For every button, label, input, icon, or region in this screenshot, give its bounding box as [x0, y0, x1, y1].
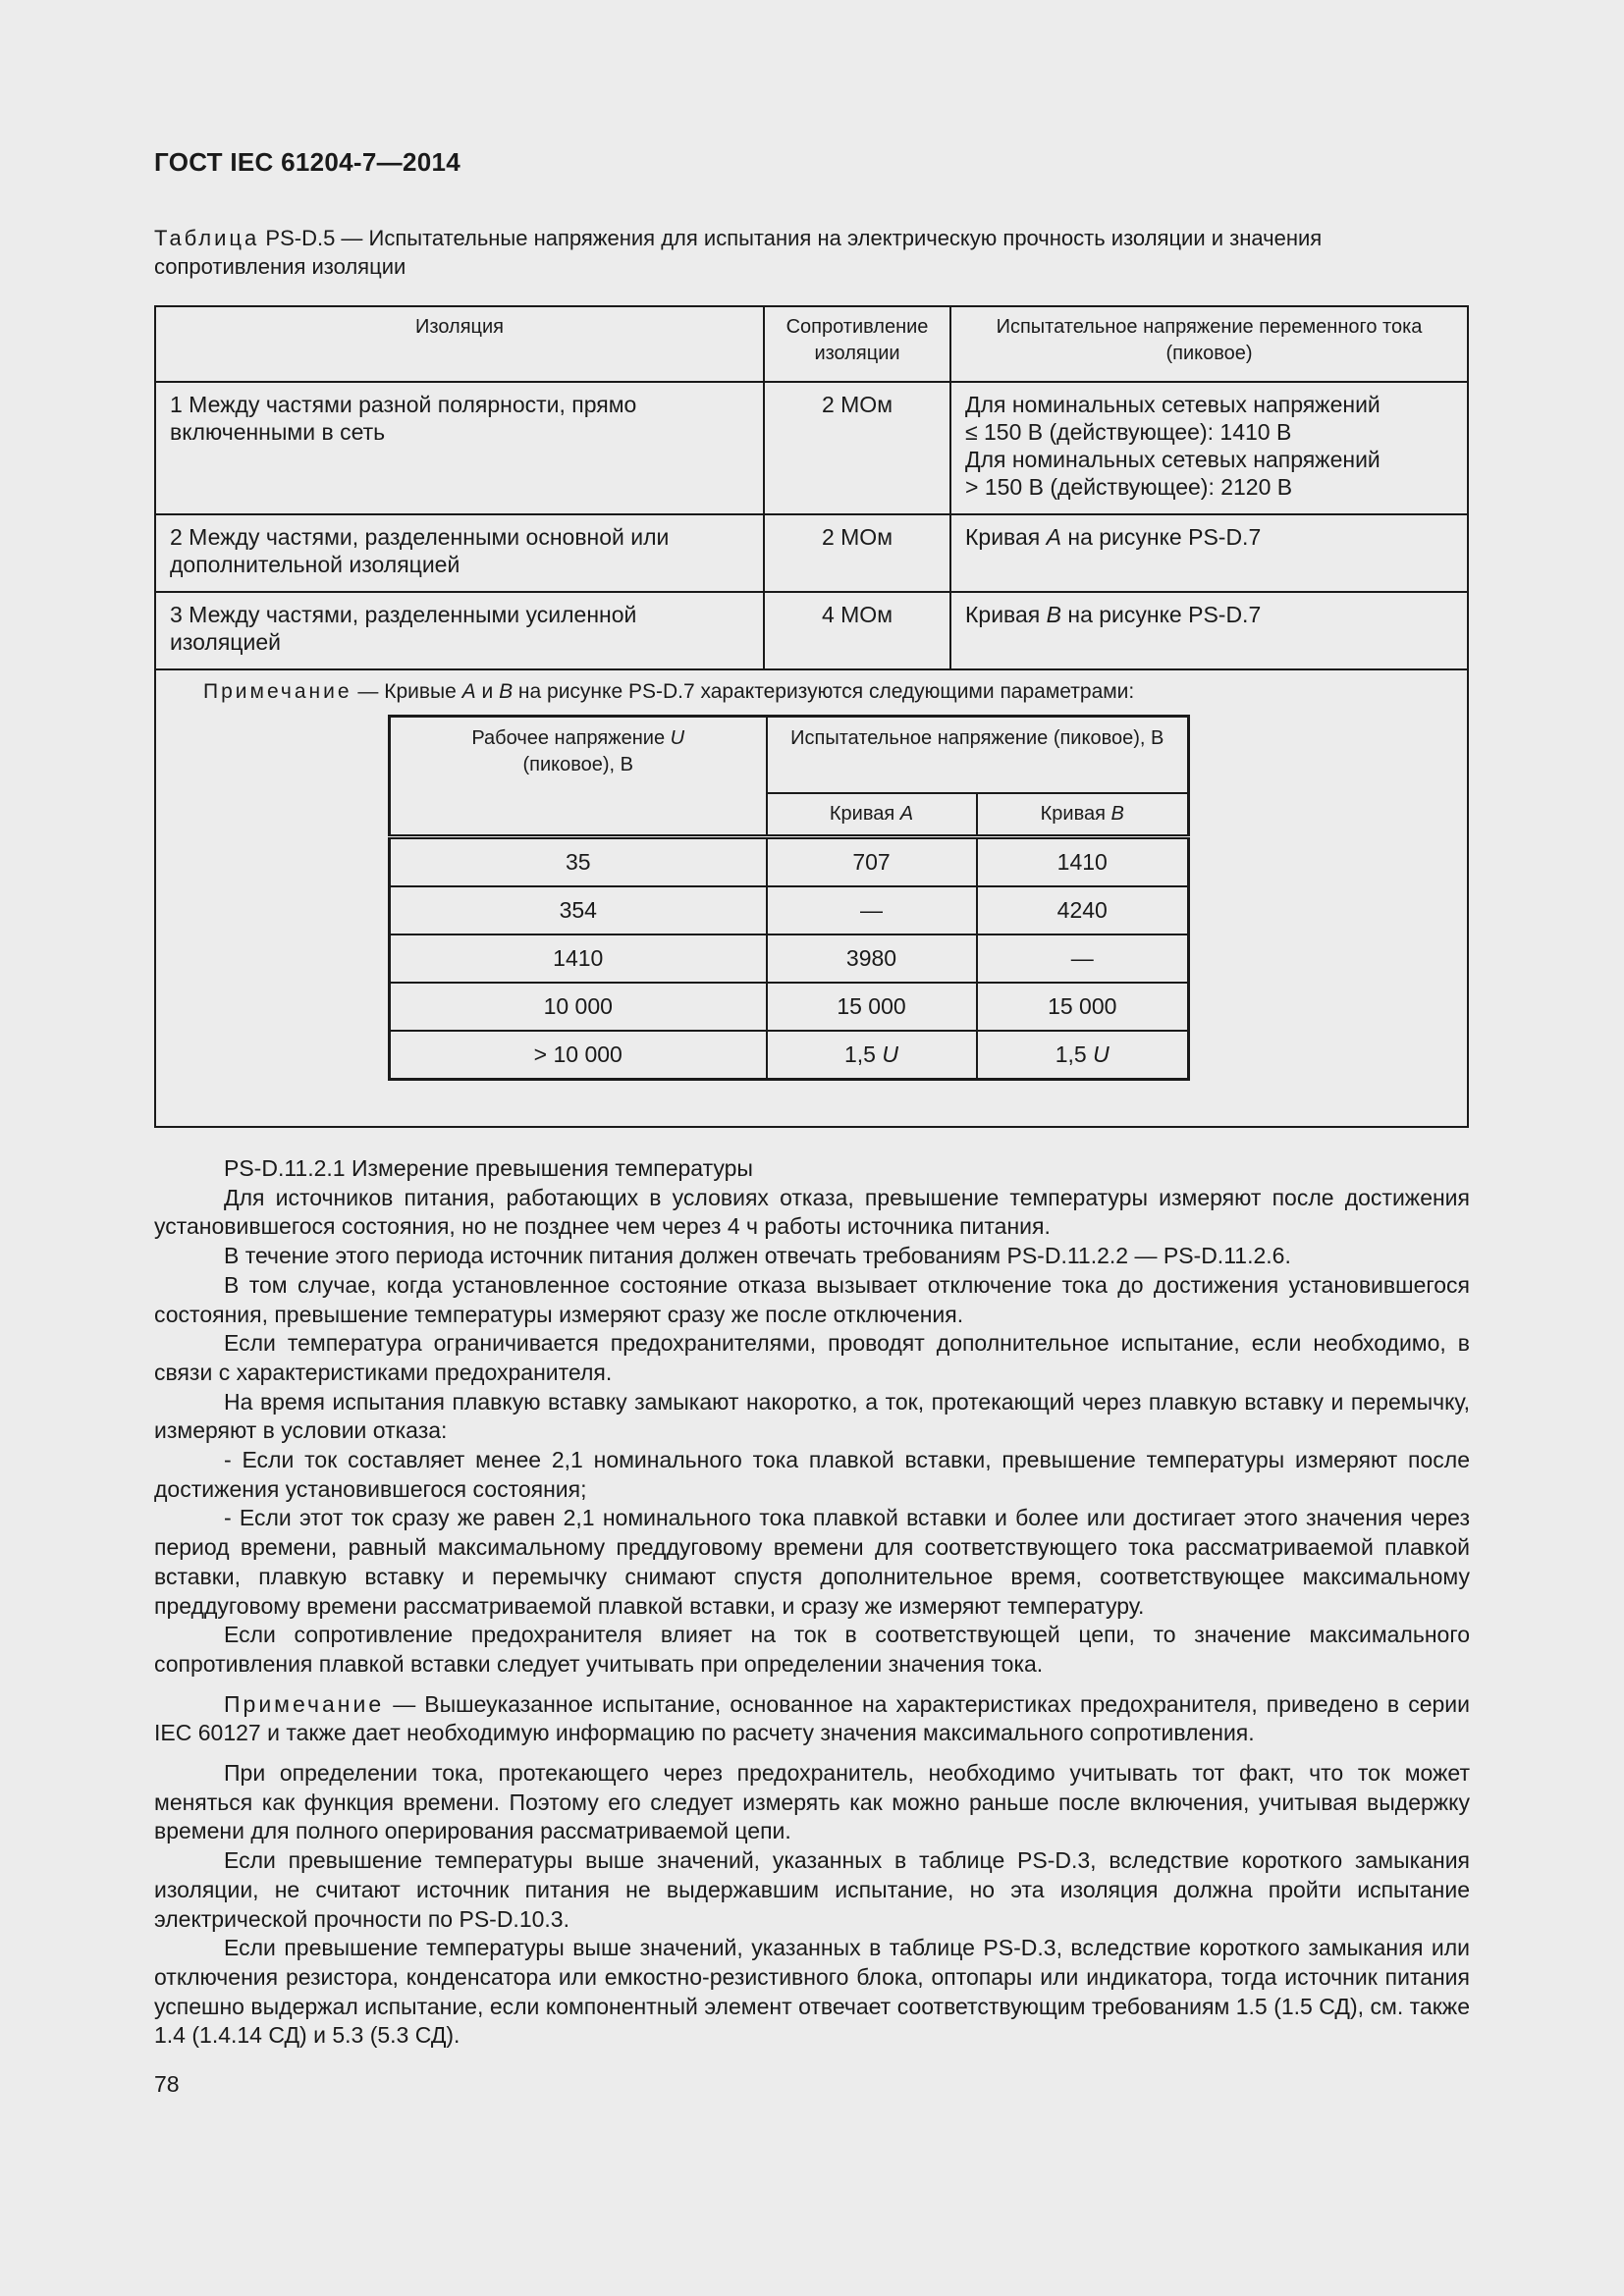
body-text	[154, 1154, 1470, 2051]
value-symbol: U	[882, 1041, 898, 1067]
subtable-row	[390, 886, 1189, 934]
test-voltage-header: Испытательное напряжение (пиковое), В	[767, 717, 1189, 794]
document-header: ГОСТ IEC 61204-7—2014	[154, 147, 460, 177]
curve-b-value	[977, 934, 1189, 983]
curve-b-value	[977, 886, 1189, 934]
curve-b-value	[977, 1031, 1189, 1080]
header-text: Рабочее напряжение	[471, 727, 671, 749]
insulation-cell: 2 Между частями, разделенными основной или дополнительной изоляцией	[156, 514, 764, 592]
voltage-line: > 150 В (действующее): 2120 В	[965, 474, 1293, 500]
voltage-value: 10 000	[390, 983, 767, 1031]
voltage-text: на рисунке PS-D.7	[1060, 602, 1262, 627]
curve-a-header	[767, 793, 977, 837]
note-paragraph	[154, 1690, 1470, 1748]
paragraph: Для источников питания, работающих в условиях отказа, превышение температуры измеряют после достижения установившегося состояния, но не позднее чем через 4 ч работы источника питания.	[154, 1184, 1470, 1240]
value-text: —	[860, 897, 883, 923]
voltage-value: > 10 000	[390, 1031, 767, 1080]
curve-symbol: B	[499, 680, 514, 703]
value-text: 15 000	[1048, 993, 1117, 1019]
voltage-symbol: U	[670, 727, 685, 749]
section-heading: PS-D.11.2.1 Измерение превышения температуры	[224, 1155, 753, 1181]
header-text: (пиковое), В	[522, 754, 634, 775]
main-table-frame	[154, 305, 1469, 1128]
column-header: Изоляция	[156, 307, 764, 382]
note-text: — Вышеуказанное испытание, основанное на характеристиках предохранителя, приведено в серии IEC 60127 и также дает необходимую информацию по расчету значения максимального сопротивления.	[154, 1690, 1470, 1746]
note-text: на рисунке PS-D.7 характеризуются следующими параметрами:	[513, 680, 1135, 703]
value-text: 1,5	[844, 1041, 883, 1067]
curve-symbol: B	[1046, 602, 1061, 627]
working-voltage-header	[390, 717, 767, 837]
header-text: Кривая	[829, 802, 900, 825]
note-label: Примечание	[224, 1690, 385, 1717]
insulation-cell: 3 Между частями, разделенными усиленной изоляцией	[156, 592, 764, 669]
curve-a-value	[767, 886, 977, 934]
curve-b-header	[977, 793, 1189, 837]
note-label: Примечание	[203, 680, 352, 703]
table-row	[156, 592, 1467, 669]
voltage-cell	[950, 592, 1467, 669]
value-text: 4240	[1056, 897, 1108, 923]
curve-b-value	[977, 837, 1189, 887]
subtable-row	[390, 1031, 1189, 1080]
paragraph: - Если ток составляет менее 2,1 номинального тока плавкой вставки, превышение температуры измеряют после достижения установившегося состояния;	[154, 1447, 1470, 1502]
table-row	[156, 382, 1467, 514]
table-caption-text: PS-D.5 — Испытательные напряжения для испытания на электрическую прочность изоляции и значения сопротивления изоляции	[154, 226, 1323, 279]
paragraph: Если сопротивление предохранителя влияет на ток в соответствующей цепи, то значение максимального сопротивления плавкой вставки следует учитывать при определении значения тока.	[154, 1622, 1470, 1677]
paragraph: Если превышение температуры выше значений, указанных в таблице PS-D.3, вследствие короткого замыкания или отключения резистора, конденсатора или емкостно-резистивного блока, оптопары или индикатора, тогда источник питания успешно выдержал испытание, если компонентный элемент отвечает соответствующим требованиям 1.5 (1.5 СД), см. также 1.4 (1.4.14 СД) и 5.3 (5.3 СД).	[154, 1935, 1470, 2049]
value-symbol: U	[1093, 1041, 1110, 1067]
subtable-row	[390, 983, 1189, 1031]
paragraph: - Если этот ток сразу же равен 2,1 номинального тока плавкой вставки и более или достигает этого значения через период времени, равный максимальному преддуговому времени для соответствующего тока рассматриваемой плавкой вставки, плавкую вставку и перемычку снимают спустя дополнительное время, соответствующее максимальному преддуговому времени рассматриваемой плавкой вставки, и сразу же измеряют температуру.	[154, 1505, 1470, 1619]
table-caption-label: Таблица	[154, 226, 260, 250]
subtable-row	[390, 934, 1189, 983]
voltage-value: 35	[390, 837, 767, 887]
insulation-table	[156, 307, 1467, 670]
value-text: 1,5	[1055, 1041, 1094, 1067]
value-text: 15 000	[837, 993, 906, 1019]
resistance-cell: 2 МОм	[764, 514, 950, 592]
curve-parameters-table	[388, 715, 1190, 1081]
paragraph: На время испытания плавкую вставку замыкают накоротко, а ток, протекающий через плавкую вставку и перемычку, измеряют в условии отказа:	[154, 1388, 1470, 1444]
paragraph: В течение этого периода источник питания должен отвечать требованиям PS-D.11.2.2 — PS-D.11.2.6.	[224, 1243, 1291, 1269]
curve-a-value	[767, 837, 977, 887]
paragraph: Если температура ограничивается предохранителями, проводят дополнительное испытание, если необходимо, в связи с характеристиками предохранителя.	[154, 1330, 1470, 1385]
voltage-cell	[950, 514, 1467, 592]
voltage-value: 1410	[390, 934, 767, 983]
curve-symbol: B	[1110, 802, 1124, 825]
voltage-line: ≤ 150 В (действующее): 1410 В	[965, 419, 1292, 445]
note-text: — Кривые	[352, 680, 462, 703]
value-text: 3980	[845, 945, 897, 971]
curve-symbol: A	[1046, 524, 1061, 550]
voltage-line: Для номинальных сетевых напряжений	[965, 447, 1380, 472]
curve-symbol: A	[899, 802, 914, 825]
voltage-text: Кривая	[965, 602, 1047, 627]
table-caption	[154, 224, 1470, 281]
curve-a-value	[767, 934, 977, 983]
paragraph: В том случае, когда установленное состояние отказа вызывает отключение тока до достижения установившегося состояния, превышение температуры измеряют сразу же после отключения.	[154, 1271, 1470, 1327]
value-text: —	[1070, 945, 1094, 971]
resistance-cell: 4 МОм	[764, 592, 950, 669]
voltage-text: на рисунке PS-D.7	[1060, 524, 1262, 550]
page-number: 78	[154, 2071, 180, 2097]
table-header-row	[156, 307, 1467, 382]
voltage-cell	[950, 382, 1467, 514]
table-note	[203, 678, 1134, 706]
subtable-header-row	[390, 717, 1189, 794]
column-header: Испытательное напряжение переменного тока (пиковое)	[950, 307, 1467, 382]
voltage-text: Кривая	[965, 524, 1047, 550]
curve-b-value	[977, 983, 1189, 1031]
insulation-cell: 1 Между частями разной полярности, прямо включенными в сеть	[156, 382, 764, 514]
value-text: 707	[852, 849, 891, 875]
curve-a-value	[767, 983, 977, 1031]
column-header: Сопротивление изоляции	[764, 307, 950, 382]
note-text: и	[475, 680, 500, 703]
paragraph: При определении тока, протекающего через предохранитель, необходимо учитывать тот факт, что ток может меняться как функция времени. Поэтому его следует измерять как можно раньше после включения, учитывая выдержку времени для полного оперирования рассматриваемой цепи.	[154, 1760, 1470, 1844]
subtable-row	[390, 837, 1189, 887]
voltage-value: 354	[390, 886, 767, 934]
header-text: Кривая	[1040, 802, 1111, 825]
resistance-cell: 2 МОм	[764, 382, 950, 514]
voltage-line: Для номинальных сетевых напряжений	[965, 392, 1380, 417]
table-row	[156, 514, 1467, 592]
curve-a-value	[767, 1031, 977, 1080]
value-text: 1410	[1056, 849, 1108, 875]
paragraph: Если превышение температуры выше значений, указанных в таблице PS-D.3, вследствие короткого замыкания изоляции, не считают источник питания не выдержавшим испытание, но эта изоляция должна пройти испытание электрической прочности по PS-D.10.3.	[154, 1847, 1470, 1932]
curve-symbol: A	[461, 680, 476, 703]
